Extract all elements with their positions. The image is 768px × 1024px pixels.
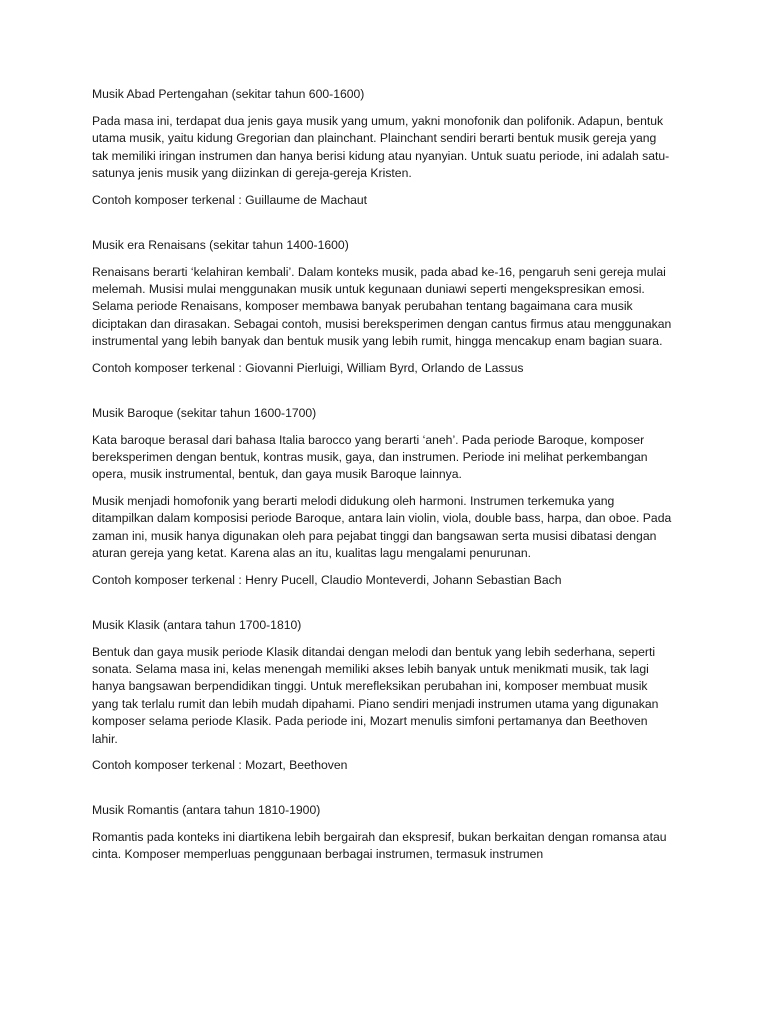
composer-line: Contoh komposer terkenal : Guillaume de Machaut [92,192,368,207]
document-page [92,86,672,892]
section-medieval [92,86,672,209]
section-paragraph: Kata baroque berasal dari bahasa Italia barocco yang berarti ‘aneh’. Pada periode Baroque, komposer bereksperimen dengan bentuk, kontras musik, gaya, dan instrumen. Periode ini melihat perkembangan opera, musik instrumental, bentuk, dan gaya musik Baroque lainnya. [92,432,648,482]
composer-line: Contoh komposer terkenal : Henry Pucell, Claudio Monteverdi, Johann Sebastian Bach [92,572,562,587]
section-heading: Musik Baroque (sekitar tahun 1600-1700) [92,405,317,420]
section-heading: Musik Romantis (antara tahun 1810-1900) [92,802,321,817]
section-paragraph: Bentuk dan gaya musik periode Klasik ditandai dengan melodi dan bentuk yang lebih sederhana, seperti sonata. Selama masa ini, kelas menengah memiliki akses lebih banyak untuk menikmati musik, tak lagi hanya bangsawan berpendidikan tinggi. Untuk merefleksikan perubahan ini, komposer membuat musik yang tak terlalu rumit dan lebih mudah dipahami. Piano sendiri menjadi instrumen utama yang digunakan komposer selama periode Klasik. Pada periode ini, Mozart menulis simfoni pertamanya dan Beethoven lahir. [92,644,659,746]
composer-line: Contoh komposer terkenal : Mozart, Beethoven [92,757,348,772]
section-heading: Musik Abad Pertengahan (sekitar tahun 600-1600) [92,87,365,101]
composer-line: Contoh komposer terkenal : Giovanni Pierluigi, William Byrd, Orlando de Lassus [92,360,524,375]
section-paragraph: Romantis pada konteks ini diartikena lebih bergairah dan ekspresif, bukan berkaitan dengan romansa atau cinta. Komposer memperluas penggunaan berbagai instrumen, termasuk instrumen [92,829,667,862]
section-renaissance [92,237,672,377]
section-paragraph: Pada masa ini, terdapat dua jenis gaya musik yang umum, yakni monofonik dan polifonik. Adapun, bentuk utama musik, yaitu kidung Gregorian dan plainchant. Plainchant sendiri berarti bentuk musik gereja yang tak memiliki iringan instrumen dan hanya berisi kidung atau nyanyian. Untuk suatu periode, ini adalah satu-satunya jenis musik yang diizinkan di gereja-gereja Kristen. [92,114,670,181]
section-classical [92,617,672,774]
section-heading: Musik era Renaisans (sekitar tahun 1400-1600) [92,237,349,252]
section-paragraph: Renaisans berarti ‘kelahiran kembali’. Dalam konteks musik, pada abad ke-16, pengaruh seni gereja mulai melemah. Musisi mulai menggunakan musik untuk kegunaan duniawi seperti mengekspresikan emosi. Selama periode Renaisans, komposer membawa banyak perubahan tentang bagaimana cara musik diciptakan dan dirasakan. Sebagai contoh, musisi bereksperimen dengan cantus firmus atau menggunakan instrumental yang lebih banyak dan bentuk musik yang lebih rumit, hingga mencakup enam bagian suara. [92,264,672,349]
section-heading: Musik Klasik (antara tahun 1700-1810) [92,617,302,632]
section-romantic [92,802,672,864]
section-baroque [92,405,672,589]
section-paragraph: Musik menjadi homofonik yang berarti melodi didukung oleh harmoni. Instrumen terkemuka yang ditampilkan dalam komposisi periode Baroque, antara lain violin, viola, double bass, harpa, dan oboe. Pada zaman ini, musik hanya digunakan oleh para pejabat tinggi dan bangsawan serta musisi dibatasi dengan aturan gereja yang ketat. Karena alas an itu, kualitas lagu mengalami penurunan. [92,493,672,561]
